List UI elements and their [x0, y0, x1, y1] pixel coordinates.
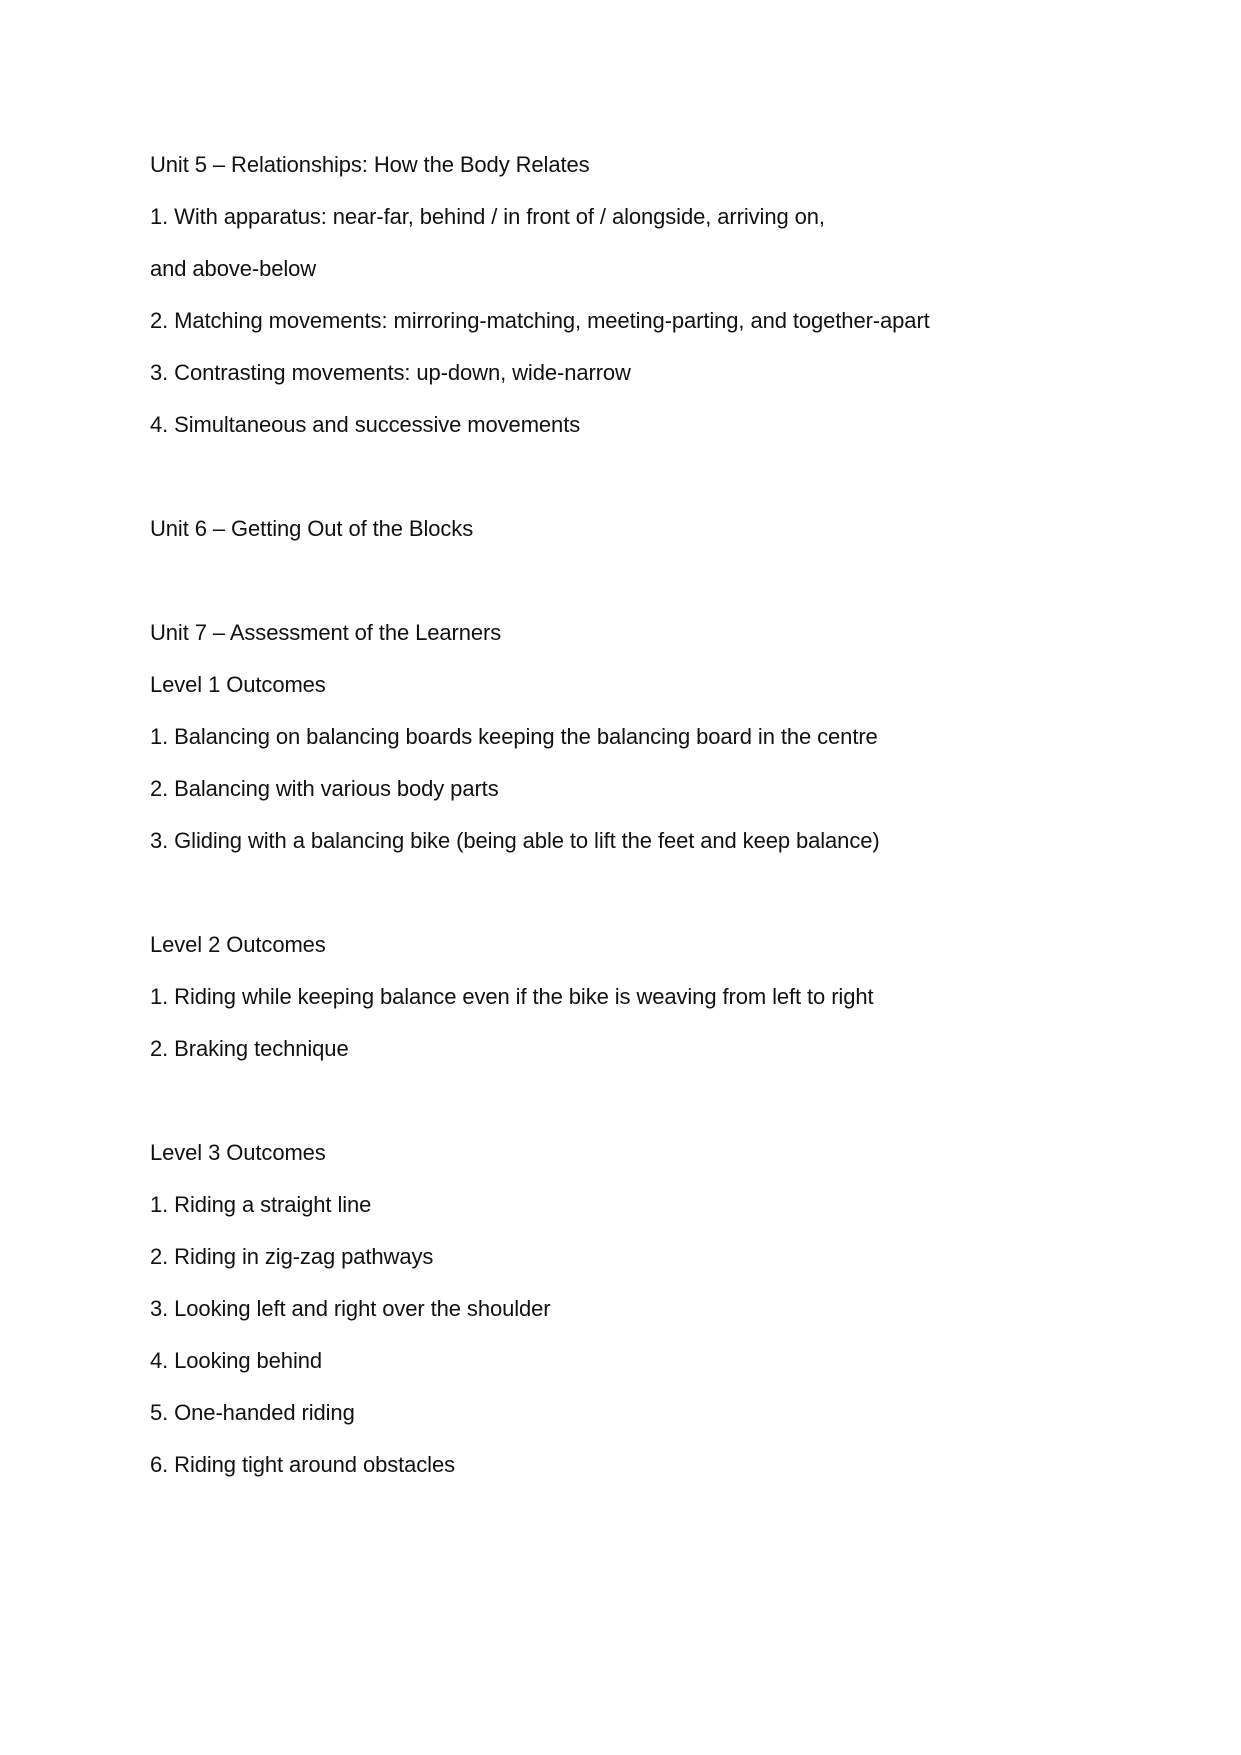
level2-heading: Level 2 Outcomes [150, 932, 326, 957]
level3-item-1: 1. Riding a straight line [150, 1192, 372, 1217]
level1-item-3: 3. Gliding with a balancing bike (being able to lift the feet and keep balance) [150, 828, 880, 853]
level3-item-3: 3. Looking left and right over the shoulder [150, 1296, 551, 1321]
level2-item-2: 2. Braking technique [150, 1036, 349, 1061]
level1-heading: Level 1 Outcomes [150, 672, 326, 697]
level3-item-5: 5. One-handed riding [150, 1400, 355, 1425]
level3-item-6: 6. Riding tight around obstacles [150, 1452, 455, 1477]
unit6-heading: Unit 6 – Getting Out of the Blocks [150, 516, 474, 541]
unit7-heading: Unit 7 – Assessment of the Learners [150, 620, 502, 645]
unit5-heading: Unit 5 – Relationships: How the Body Relates [150, 152, 590, 177]
level1-item-1: 1. Balancing on balancing boards keeping the balancing board in the centre [150, 724, 878, 749]
unit5-item-3: 3. Contrasting movements: up-down, wide-narrow [150, 360, 631, 385]
unit5-item-1-continued: and above-below [150, 256, 317, 281]
level3-heading: Level 3 Outcomes [150, 1140, 326, 1165]
unit5-item-2: 2. Matching movements: mirroring-matching, meeting-parting, and together-apart [150, 308, 930, 333]
level3-item-4: 4. Looking behind [150, 1348, 323, 1373]
level2-item-1: 1. Riding while keeping balance even if the bike is weaving from left to right [150, 984, 874, 1009]
unit5-item-4: 4. Simultaneous and successive movements [150, 412, 581, 437]
level3-item-2: 2. Riding in zig-zag pathways [150, 1244, 434, 1269]
level1-item-2: 2. Balancing with various body parts [150, 776, 499, 801]
unit5-item-1: 1. With apparatus: near-far, behind / in front of / alongside, arriving on, [150, 204, 825, 229]
